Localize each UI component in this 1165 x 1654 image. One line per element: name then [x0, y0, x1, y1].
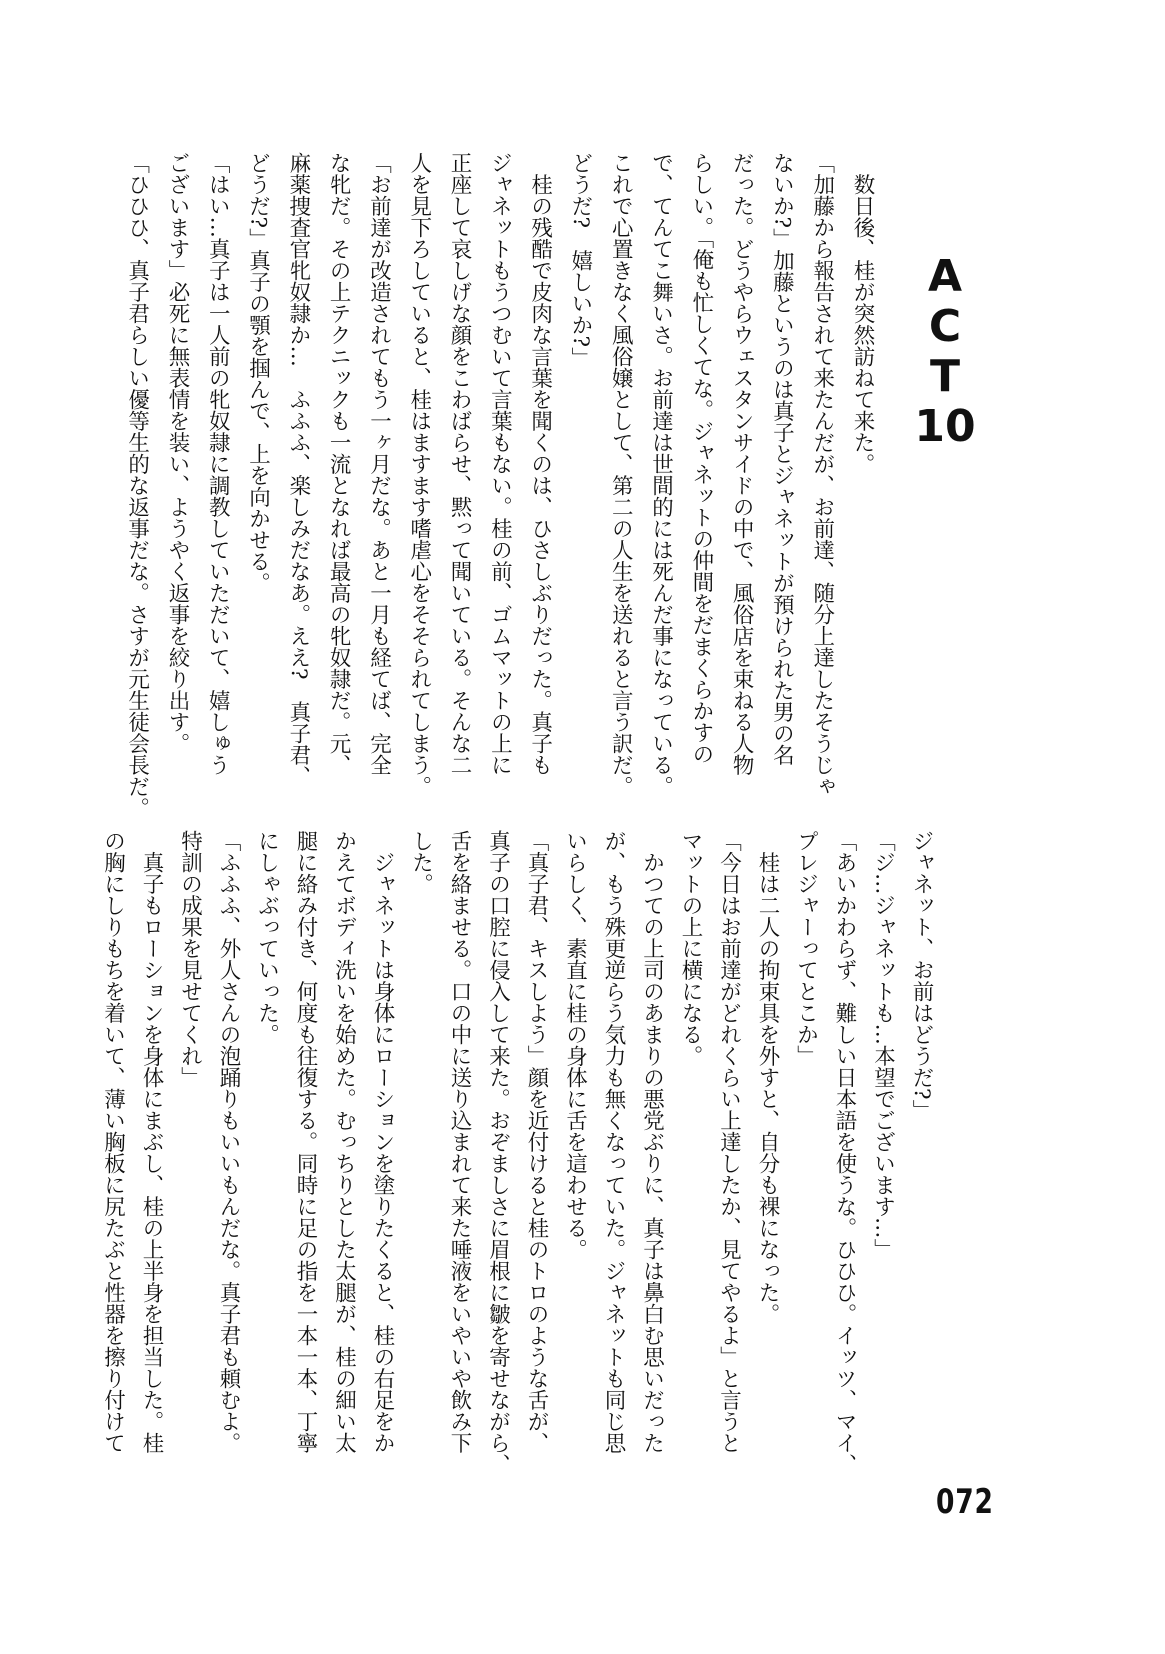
text-block-upper: [116, 152, 882, 819]
text-column: プレジャーってとこか」: [793, 830, 819, 1067]
text-column: 正座して哀しげな顔をこわばらせ、黙って聞いている。そんな二: [447, 152, 473, 776]
text-column: これで心置きなく風俗嬢として、第二の人生を送れると言う訳だ。: [608, 152, 634, 797]
text-column: 「ジ…ジャネットも…本望でございます…」: [870, 830, 896, 1260]
text-column: 人を見下ろしていると、桂はますます嗜虐心をそそられてしまう。: [406, 152, 432, 797]
text-column: 麻薬捜査官牝奴隷か… ふふふ、楽しみだなあ。ええ? 真子君、: [285, 152, 311, 788]
text-column: 「今日はお前達がどれくらい上達したか、見てやるよ」と言うと: [716, 830, 742, 1454]
text-column: ジャネットもうつむいて言葉もない。桂の前、ゴムマットの上に: [487, 152, 513, 776]
text-column: 真子の口腔に侵入して来た。おぞましさに眉根に皺を寄せながら、: [485, 830, 511, 1475]
text-column: が、もう殊更逆らう気力も無くなっていた。ジャネットも同じ思: [601, 830, 626, 1454]
text-column: かつての上司のあまりの悪党ぶりに、真子は鼻白む思いだった: [639, 830, 665, 1454]
text-block-lower: [93, 830, 940, 1475]
text-column: の胸にしりもちを着いて、薄い胸板に尻たぶと性器を擦り付けて: [100, 830, 126, 1454]
text-column: らしい。「俺も忙しくてな。ジャネットの仲間をだまくらかすの: [688, 152, 714, 765]
chapter-title: [905, 252, 985, 452]
text-column: 腿に絡み付き、何度も往復する。同時に足の指を一本一本、丁寧: [293, 830, 318, 1454]
text-column: マットの上に横になる。: [678, 830, 703, 1067]
text-column: かえてボディ洗いを始めた。むっちりとした太腿が、桂の細い太: [331, 830, 357, 1454]
text-column: 真子もローションを身体にまぶし、桂の上半身を担当した。桂: [139, 830, 164, 1454]
text-column: ジャネットは身体にローションを塗りたくると、桂の右足をか: [370, 830, 395, 1454]
chapter-title-letter: A: [927, 251, 963, 302]
chapter-title-letter: C: [928, 301, 962, 352]
text-column: 数日後、桂が突然訪ねて来た。: [850, 152, 875, 475]
text-column: 桂の残酷で皮肉な言葉を聞くのは、ひさしぶりだった。真子も: [527, 152, 553, 776]
chapter-title-letter: T: [929, 351, 960, 402]
text-column: した。: [408, 830, 434, 895]
text-column: ジャネット、お前はどうだ?」: [909, 830, 934, 1122]
text-column: だった。どうやらウェスタンサイドの中で、風俗店を束ねる人物: [729, 152, 755, 776]
text-column: 「あいかわらず、難しい日本語を使うな。ひひひ。イッツ、マイ、: [832, 830, 857, 1475]
text-column: どうだ?」真子の顎を掴んで、上を向かせる。: [245, 152, 271, 594]
chapter-title-number: 10: [914, 401, 976, 452]
text-column: 「ひひひ、真子君らしい優等生的な返事だな。さすが元生徒会長だ。: [124, 152, 150, 819]
text-column: で、てんてこ舞いさ。お前達は世間的には死んだ事になっている。: [648, 152, 674, 797]
text-column: 舌を絡ませる。口の中に送り込まれて来た唾液をいやいや飲み下: [447, 830, 472, 1454]
text-column: 「加藤から報告されて来たんだが、お前達、随分上達したそうじゃ: [809, 152, 835, 797]
text-column: 「真子君、キスしよう」顔を近付けると桂のトロのような舌が、: [524, 830, 549, 1454]
text-column: 「お前達が改造されてもう一ヶ月だな。あと一月も経てば、完全: [366, 152, 392, 776]
text-column: 特訓の成果を見せてくれ」: [177, 830, 203, 1088]
text-column: どうだ? 嬉しいか?」: [567, 152, 593, 369]
text-column: いらしく、素直に桂の身体に舌を這わせる。: [562, 830, 588, 1260]
text-column: 「ふふふ、外人さんの泡踊りもいいもんだな。真子君も頼むよ。: [216, 830, 241, 1454]
page-number: 072: [936, 1482, 994, 1522]
text-column: にしゃぶっていった。: [254, 830, 280, 1045]
text-column: 桂は二人の拘束具を外すと、自分も裸になった。: [755, 830, 780, 1325]
text-column: ないか?」加藤というのは真子とジャネットが預けられた男の名: [769, 152, 795, 766]
text-column: ございます」必死に無表情を装い、ようやく返事を絞り出す。: [164, 152, 190, 754]
text-column: 「はい…真子は一人前の牝奴隷に調教していただいて、嬉しゅう: [205, 152, 231, 776]
text-column: な牝だ。その上テクニックも一流となれば最高の牝奴隷だ。元、: [326, 152, 352, 776]
